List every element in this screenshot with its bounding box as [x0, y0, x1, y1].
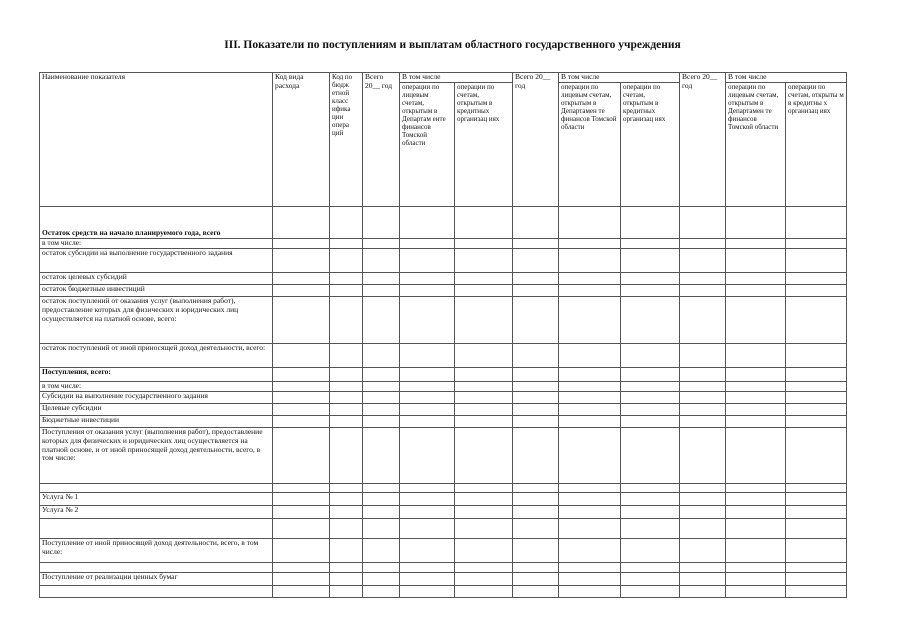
table-cell — [786, 368, 847, 382]
table-cell — [621, 573, 680, 586]
table-cell — [680, 563, 726, 573]
table-cell — [513, 428, 559, 484]
row-label: в том числе: — [40, 239, 273, 249]
table-cell — [726, 493, 786, 506]
header-in-that-1: В том числе — [400, 73, 513, 83]
header-ops-accounts-1: операции по лицевым счетам, открытым в Департам енте финансов Томской области — [400, 83, 455, 207]
table-cell — [786, 207, 847, 239]
row-label: Субсидии на выполнение государственного задания — [40, 392, 273, 404]
table-cell — [455, 539, 513, 563]
table-cell — [513, 573, 559, 586]
table-cell — [513, 344, 559, 368]
table-cell — [363, 506, 400, 519]
table-row — [40, 207, 847, 239]
table-cell — [621, 207, 680, 239]
table-cell — [273, 586, 330, 598]
table-cell — [400, 368, 455, 382]
table-cell — [330, 239, 363, 249]
table-cell — [330, 392, 363, 404]
table-cell — [513, 404, 559, 416]
table-cell — [455, 493, 513, 506]
table-cell — [786, 428, 847, 484]
table-cell — [400, 484, 455, 493]
table-cell — [330, 416, 363, 428]
header-ops-accounts-2: операции по лицевым счетам, открытым в Департамен те финансов Томской области — [559, 83, 621, 207]
table-cell — [273, 285, 330, 297]
table-cell — [680, 392, 726, 404]
table-cell — [363, 297, 400, 344]
table-cell — [726, 416, 786, 428]
header-code-class: Код по бюдж етной класс ифика ции опера ций — [330, 73, 363, 207]
table-cell — [786, 285, 847, 297]
table-cell — [559, 573, 621, 586]
table-cell — [513, 273, 559, 285]
table-cell — [680, 207, 726, 239]
table-cell — [621, 249, 680, 273]
table-cell — [621, 344, 680, 368]
table-cell — [726, 428, 786, 484]
table-cell — [513, 493, 559, 506]
table-cell — [455, 344, 513, 368]
table-cell — [330, 586, 363, 598]
table-cell — [621, 506, 680, 519]
table-cell — [621, 273, 680, 285]
table-cell — [513, 368, 559, 382]
table-cell — [559, 484, 621, 493]
table-cell — [330, 382, 363, 392]
table-cell — [400, 285, 455, 297]
table-cell — [786, 563, 847, 573]
row-label: Целевые субсидии — [40, 404, 273, 416]
table-cell — [273, 207, 330, 239]
table-cell — [400, 428, 455, 484]
table-row — [40, 392, 847, 404]
table-row — [40, 285, 847, 297]
table-cell — [726, 573, 786, 586]
page-title: III. Показатели по поступлениям и выплатам областного государственного учреждения — [224, 39, 681, 51]
table-cell — [455, 563, 513, 573]
table-row — [40, 404, 847, 416]
table-cell — [680, 519, 726, 539]
header-total-3: Всего 20__ год — [680, 73, 726, 207]
table-cell — [363, 563, 400, 573]
table-cell — [726, 273, 786, 285]
table-row — [40, 273, 847, 285]
table-cell — [273, 249, 330, 273]
table-cell — [330, 506, 363, 519]
table-cell — [363, 344, 400, 368]
table-row — [40, 428, 847, 484]
table-cell — [400, 416, 455, 428]
table-cell — [363, 428, 400, 484]
header-ops-accounts-3: операции по лицевым счетам, открытым в Департамен те финансов Томской области — [726, 83, 786, 207]
row-label: Услуга № 2 — [40, 506, 273, 519]
header-ops-credit-2: операции по счетам, открытым в кредитных организац иях — [621, 83, 680, 207]
table-cell — [273, 239, 330, 249]
row-label — [40, 484, 273, 493]
table-cell — [363, 382, 400, 392]
table-cell — [273, 382, 330, 392]
table-cell — [559, 382, 621, 392]
table-cell — [680, 382, 726, 392]
table-cell — [621, 493, 680, 506]
table-cell — [400, 297, 455, 344]
table-cell — [786, 344, 847, 368]
table-row — [40, 382, 847, 392]
table-cell — [273, 344, 330, 368]
table-row — [40, 586, 847, 598]
table-cell — [273, 392, 330, 404]
table-cell — [726, 207, 786, 239]
table-cell — [513, 563, 559, 573]
table-cell — [786, 249, 847, 273]
table-cell — [513, 239, 559, 249]
table-cell — [330, 484, 363, 493]
row-label: Поступление от иной приносящей доход деятельности, всего, в том числе: — [40, 539, 273, 563]
table-cell — [363, 392, 400, 404]
table-cell — [559, 368, 621, 382]
row-label: остаток субсидии на выполнение государственного задания — [40, 249, 273, 273]
table-cell — [513, 519, 559, 539]
table-cell — [621, 586, 680, 598]
table-cell — [455, 239, 513, 249]
table-cell — [726, 249, 786, 273]
table-cell — [273, 404, 330, 416]
table-cell — [513, 586, 559, 598]
header-ops-credit-1: операции по счетам, открытым в кредитных организац иях — [455, 83, 513, 207]
table-cell — [400, 344, 455, 368]
indicators-table — [39, 72, 847, 598]
table-cell — [513, 249, 559, 273]
table-cell — [400, 539, 455, 563]
table-cell — [363, 285, 400, 297]
table-cell — [621, 297, 680, 344]
table-cell — [330, 297, 363, 344]
table-cell — [621, 368, 680, 382]
table-cell — [559, 586, 621, 598]
table-cell — [680, 484, 726, 493]
table-cell — [680, 273, 726, 285]
table-cell — [513, 285, 559, 297]
table-cell — [455, 285, 513, 297]
table-row — [40, 249, 847, 273]
table-cell — [330, 249, 363, 273]
table-cell — [559, 416, 621, 428]
table-cell — [726, 239, 786, 249]
table-row — [40, 484, 847, 493]
table-cell — [513, 416, 559, 428]
header-name: Наименование показателя — [40, 73, 273, 207]
table-cell — [786, 506, 847, 519]
row-label: остаток поступлений от иной приносящей доход деятельности, всего: — [40, 344, 273, 368]
table-cell — [273, 273, 330, 285]
table-cell — [680, 506, 726, 519]
table-cell — [455, 368, 513, 382]
table-cell — [363, 539, 400, 563]
table-cell — [621, 239, 680, 249]
table-row — [40, 368, 847, 382]
table-cell — [330, 285, 363, 297]
table-cell — [455, 428, 513, 484]
table-cell — [559, 493, 621, 506]
table-row — [40, 416, 847, 428]
row-label: остаток целевых субсидий — [40, 273, 273, 285]
table-cell — [363, 207, 400, 239]
table-cell — [680, 586, 726, 598]
header-total-1: Всего 20__ год — [363, 73, 400, 207]
table-cell — [726, 563, 786, 573]
table-cell — [726, 344, 786, 368]
table-cell — [273, 416, 330, 428]
header-total-2: Всего 20__ год — [513, 73, 559, 207]
table-cell — [559, 207, 621, 239]
table-cell — [273, 539, 330, 563]
table-cell — [455, 484, 513, 493]
table-cell — [621, 484, 680, 493]
table-cell — [513, 392, 559, 404]
table-cell — [363, 404, 400, 416]
table-cell — [400, 506, 455, 519]
table-cell — [513, 382, 559, 392]
table-cell — [400, 586, 455, 598]
table-cell — [513, 297, 559, 344]
table-cell — [559, 428, 621, 484]
table-cell — [455, 273, 513, 285]
row-label: Поступление от реализации ценных бумаг — [40, 573, 273, 586]
table-row — [40, 539, 847, 563]
table-cell — [273, 484, 330, 493]
table-cell — [621, 285, 680, 297]
table-cell — [559, 239, 621, 249]
row-label — [40, 563, 273, 573]
table-cell — [400, 404, 455, 416]
table-cell — [273, 506, 330, 519]
table-row — [40, 239, 847, 249]
table-body — [40, 207, 847, 598]
table-cell — [680, 297, 726, 344]
table-cell — [273, 493, 330, 506]
row-label: Поступления, всего: — [40, 368, 273, 382]
row-label — [40, 519, 273, 539]
table-cell — [330, 273, 363, 285]
table-cell — [726, 484, 786, 493]
table-cell — [786, 392, 847, 404]
table-cell — [786, 573, 847, 586]
table-cell — [363, 273, 400, 285]
table-cell — [786, 404, 847, 416]
table-cell — [513, 539, 559, 563]
table-cell — [363, 239, 400, 249]
table-cell — [330, 344, 363, 368]
table-cell — [400, 573, 455, 586]
table-row — [40, 493, 847, 506]
table-cell — [455, 249, 513, 273]
table-cell — [455, 297, 513, 344]
table-cell — [786, 239, 847, 249]
row-label: Услуга № 1 — [40, 493, 273, 506]
row-label: остаток поступлений от оказания услуг (выполнения работ), предоставление которых для физических и юридических лиц осуществляется на платной основе, всего: — [40, 297, 273, 344]
table-cell — [513, 484, 559, 493]
table-cell — [455, 404, 513, 416]
table-cell — [726, 297, 786, 344]
table-cell — [786, 484, 847, 493]
table-cell — [455, 416, 513, 428]
table-cell — [363, 586, 400, 598]
table-cell — [559, 297, 621, 344]
table-cell — [680, 493, 726, 506]
table-cell — [330, 539, 363, 563]
table-cell — [330, 493, 363, 506]
table-cell — [726, 539, 786, 563]
table-row — [40, 506, 847, 519]
table-cell — [621, 382, 680, 392]
table-cell — [330, 207, 363, 239]
table-cell — [455, 519, 513, 539]
table-cell — [363, 519, 400, 539]
table-cell — [559, 344, 621, 368]
table-cell — [680, 344, 726, 368]
table-cell — [621, 563, 680, 573]
table-cell — [726, 519, 786, 539]
table-cell — [273, 428, 330, 484]
table-cell — [680, 416, 726, 428]
table-cell — [680, 249, 726, 273]
table-cell — [680, 404, 726, 416]
table-cell — [726, 404, 786, 416]
table-cell — [330, 368, 363, 382]
table-cell — [273, 519, 330, 539]
table-cell — [330, 573, 363, 586]
table-cell — [363, 484, 400, 493]
table-cell — [621, 404, 680, 416]
table-cell — [273, 573, 330, 586]
table-cell — [455, 207, 513, 239]
table-cell — [400, 519, 455, 539]
table-cell — [786, 416, 847, 428]
table-cell — [455, 573, 513, 586]
table-cell — [559, 539, 621, 563]
table-cell — [621, 416, 680, 428]
table-cell — [363, 368, 400, 382]
table-cell — [455, 586, 513, 598]
table-cell — [786, 273, 847, 285]
table-cell — [726, 392, 786, 404]
table-cell — [273, 297, 330, 344]
table-cell — [680, 285, 726, 297]
table-cell — [363, 249, 400, 273]
row-label: Остаток средств на начало планируемого года, всего — [40, 207, 273, 239]
table-cell — [455, 392, 513, 404]
table-cell — [363, 493, 400, 506]
header-in-that-3: В том числе — [726, 73, 847, 83]
header-in-that-2: В том числе — [559, 73, 680, 83]
table-cell — [513, 207, 559, 239]
row-label: Бюджетные инвестиции — [40, 416, 273, 428]
row-label: в том числе: — [40, 382, 273, 392]
table-cell — [363, 573, 400, 586]
table-row — [40, 519, 847, 539]
table-cell — [726, 586, 786, 598]
table-cell — [726, 382, 786, 392]
header-code-type: Код вида расхода — [273, 73, 330, 207]
table-cell — [680, 368, 726, 382]
table-cell — [559, 249, 621, 273]
table-cell — [680, 239, 726, 249]
table-cell — [680, 428, 726, 484]
table-cell — [786, 382, 847, 392]
table-cell — [455, 506, 513, 519]
table-cell — [559, 285, 621, 297]
table-cell — [400, 392, 455, 404]
table-cell — [559, 273, 621, 285]
row-label — [40, 586, 273, 598]
table-cell — [786, 586, 847, 598]
table-cell — [621, 392, 680, 404]
table-cell — [621, 539, 680, 563]
table-cell — [400, 207, 455, 239]
table-cell — [559, 563, 621, 573]
table-cell — [726, 368, 786, 382]
table-cell — [621, 428, 680, 484]
table-cell — [273, 563, 330, 573]
table-cell — [400, 563, 455, 573]
table-cell — [786, 519, 847, 539]
table-cell — [273, 368, 330, 382]
row-label: остаток бюджетные инвестиций — [40, 285, 273, 297]
table-cell — [726, 285, 786, 297]
table-cell — [621, 519, 680, 539]
table-cell — [786, 539, 847, 563]
table-cell — [400, 493, 455, 506]
table-row — [40, 563, 847, 573]
table-cell — [400, 239, 455, 249]
table-cell — [680, 573, 726, 586]
table-cell — [330, 563, 363, 573]
table-cell — [330, 519, 363, 539]
table-cell — [559, 404, 621, 416]
table-cell — [513, 506, 559, 519]
table-row — [40, 573, 847, 586]
table-cell — [400, 249, 455, 273]
table-cell — [363, 416, 400, 428]
table-cell — [455, 382, 513, 392]
table-cell — [400, 273, 455, 285]
table-row — [40, 297, 847, 344]
header-ops-credit-3: операции по счетам, открыты м в кредитны х организац иях — [786, 83, 847, 207]
table-cell — [330, 428, 363, 484]
table-cell — [559, 519, 621, 539]
table-row — [40, 344, 847, 368]
table-cell — [330, 404, 363, 416]
table-cell — [559, 392, 621, 404]
table-cell — [786, 297, 847, 344]
table-cell — [680, 539, 726, 563]
table-cell — [726, 506, 786, 519]
table-cell — [559, 506, 621, 519]
table-cell — [400, 382, 455, 392]
row-label: Поступления от оказания услуг (выполнения работ), предоставление которых для физических и юридических лиц осуществляется на платной основе, и от иной приносящей доход деятельности, всего, в том числе: — [40, 428, 273, 484]
table-cell — [786, 493, 847, 506]
